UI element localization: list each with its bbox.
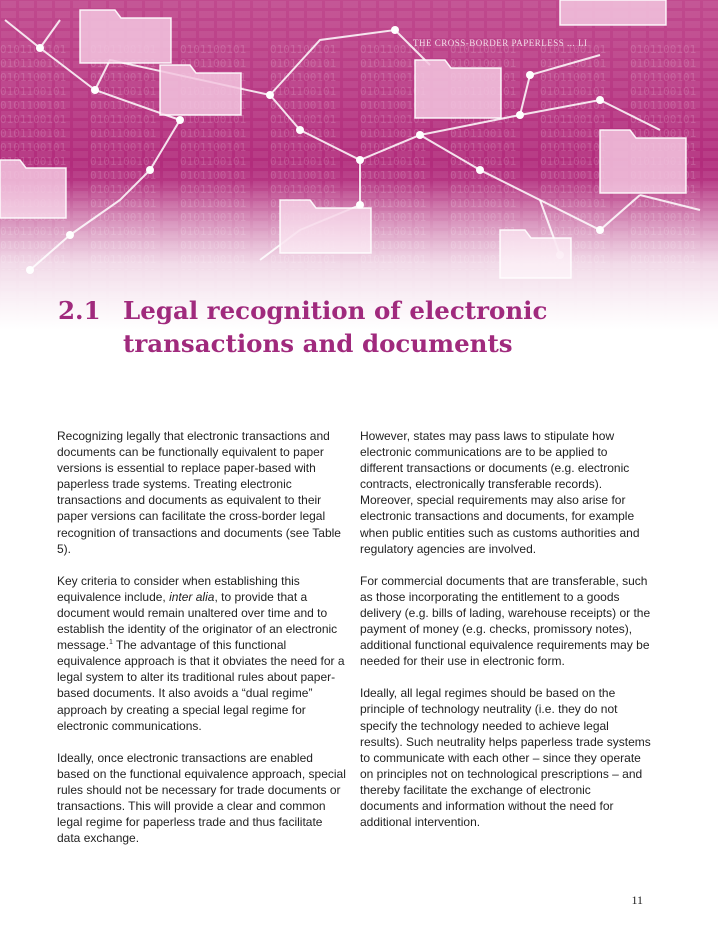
- section-number: 2.1: [58, 296, 101, 325]
- paragraph: Ideally, once electronic transactions are enabled based on the functional equivalence approach, special rules should not be necessary for trade documents or transactions. This will provide a clear and common legal regime for paperless trade and thus facilitate data exchange.: [57, 750, 346, 846]
- text-run: Key criteria to consider when establishing this equivalence include,: [57, 573, 300, 604]
- network-folders-illustration: [0, 0, 718, 330]
- section-title-line-2: transactions and documents: [123, 329, 513, 358]
- section-title-line-1: Legal recognition of electronic: [123, 296, 548, 325]
- paragraph: However, states may pass laws to stipulate how electronic communications are to be applied to different transactions or documents (e.g. electronic contracts, electronically transferable records). Moreover, special requirements may also arise for electronic transactions and documents, for example when public entities such as customs authorities and regulatory agencies are involved.: [360, 429, 640, 556]
- left-column: [57, 428, 347, 862]
- paragraph: [57, 573, 347, 734]
- italic-text: inter alia: [169, 589, 215, 604]
- text-run: , to provide that a document would remain unaltered over time and to establish the identity of the originator of an electronic message.: [57, 589, 338, 653]
- paragraph: For commercial documents that are transferable, such as those incorporating the entitlement to a goods delivery (e.g. bills of lading, warehouse receipts) or the payment of money (e.g. checks, promissory notes), additional functional equivalence requirements may be needed for their use in electronic form.: [360, 573, 651, 669]
- paragraph: Recognizing legally that electronic transactions and documents can be functionally equivalent to paper versions is essential to replace paper-based with paperless trade systems. Treating electronic transactions and documents as equivalent to their paper versions can facilitate the cross-border legal recognition of transactions and documents (see Table 5).: [57, 429, 341, 556]
- paragraph: Ideally, all legal regimes should be based on the principle of technology neutrality (i.e. they do not specify the technology needed to achieve legal results). Such neutrality helps paperless trade systems to communicate with each other – since they operate on principles not on technological prescriptions – and thereby facilitate the exchange of electronic documents and information without the need for additional intervention.: [360, 686, 651, 830]
- running-head: THE CROSS-BORDER PAPERLESS ... LI: [413, 38, 588, 48]
- hero-banner: [0, 0, 718, 330]
- page-number: 11: [631, 893, 643, 907]
- text-run: The advantage of this functional equivalence approach is that it obviates the need for a legal system to alter its traditional rules about paper-based documents. It also avoids a “dual regime” approach by creating a special legal regime for electronic communications.: [57, 638, 345, 733]
- section-title: [123, 294, 643, 360]
- footnote-marker[interactable]: 1: [109, 639, 113, 647]
- right-column: [360, 428, 652, 846]
